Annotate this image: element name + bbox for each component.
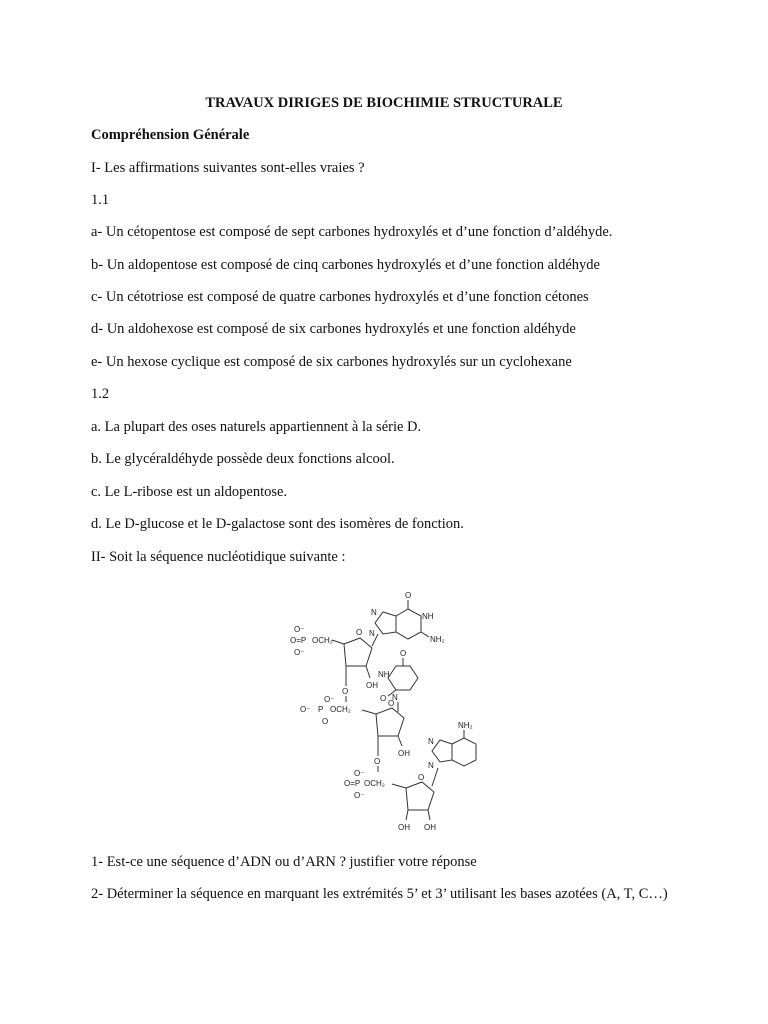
uracil-base-drawing: [378, 649, 418, 703]
adenine-nh2-label: NH₂: [458, 721, 473, 730]
part2-question-2: 2- Déterminer la séquence en marquant les extrémités 5’ et 3’ utilisant les bases azotées (A, T, C…): [91, 886, 668, 902]
p3-o-eq-p-label: O=P: [344, 779, 361, 788]
section-heading: Compréhension Générale: [91, 127, 250, 143]
uracil-hn-label: NH: [378, 670, 390, 679]
statement-1-2-d: d. Le D-glucose et le D-galactose sont des isomères de fonction.: [91, 516, 464, 532]
p1-o-minus-bottom: O⁻: [294, 648, 305, 657]
guanine-n9-label: N: [369, 629, 375, 638]
guanine-base-drawing: [369, 591, 445, 644]
sugar-1-drawing: [290, 625, 378, 696]
p1-och2-label: OCH₂: [312, 636, 333, 645]
linker-o-2: O: [374, 757, 381, 766]
guanine-n7-label: N: [371, 608, 377, 617]
p1-o-eq-p-label: O=P: [290, 636, 307, 645]
p3-och2-label: OCH₂: [364, 779, 385, 788]
sugar1-ring-oxygen: O: [356, 628, 363, 637]
uracil-o-top-label: O: [400, 649, 407, 658]
sugar3-oh-3-label: OH: [424, 823, 436, 832]
uracil-o-bottom-label: O: [380, 694, 387, 703]
sugar1-oh-label: OH: [366, 681, 378, 690]
statement-1-1-d: d- Un aldohexose est composé de six carbones hydroxylés et une fonction aldéhyde: [91, 321, 576, 337]
part2-question-1: 1- Est-ce une séquence d’ADN ou d’ARN ? justifier votre réponse: [91, 854, 477, 870]
p2-o-bottom: O: [322, 717, 329, 726]
statement-1-1-a: a- Un cétopentose est composé de sept carbones hydroxylés et d’une fonction d’aldéhyde.: [91, 224, 613, 240]
adenine-base-drawing: [428, 721, 476, 770]
p2-o-minus-left: O⁻: [300, 705, 311, 714]
guanine-oxygen-label: O: [405, 591, 412, 600]
sugar3-oh-2-label: OH: [398, 823, 410, 832]
question-number-1-1: 1.1: [91, 192, 110, 208]
linker-o-1: O: [342, 687, 349, 696]
sugar-2-drawing: [300, 695, 410, 766]
sugar2-ring-oxygen: O: [388, 699, 395, 708]
guanine-nh-label: NH: [422, 612, 434, 621]
statement-1-1-b: b- Un aldopentose est composé de cinq carbones hydroxylés et d’une fonction aldéhyde: [91, 257, 600, 273]
part2-heading: II- Soit la séquence nucléotidique suivante :: [91, 549, 346, 565]
statement-1-2-c: c. Le L-ribose est un aldopentose.: [91, 484, 288, 500]
part1-heading: I- Les affirmations suivantes sont-elles vraies ?: [91, 160, 365, 176]
p2-p-label: P: [318, 705, 324, 714]
question-number-1-2: 1.2: [91, 386, 110, 402]
p3-o-minus-top: O⁻: [354, 769, 365, 778]
p2-och2-label: OCH₂: [330, 705, 351, 714]
sugar-3-drawing: [344, 766, 438, 832]
guanine-nh2-label: NH₂: [430, 635, 445, 644]
uracil-n1-label: N: [392, 693, 398, 702]
p2-o-minus-top: O⁻: [324, 695, 335, 704]
p3-o-minus-bottom: O⁻: [354, 791, 365, 800]
sugar2-oh-label: OH: [398, 749, 410, 758]
statement-1-2-a: a. La plupart des oses naturels appartiennent à la série D.: [91, 419, 422, 435]
statement-1-1-e: e- Un hexose cyclique est composé de six carbones hydroxylés sur un cyclohexane: [91, 354, 572, 370]
trinucleotide-structure-figure: [288, 588, 478, 836]
adenine-n7-label: N: [428, 737, 434, 746]
p1-o-minus-top: O⁻: [294, 625, 305, 634]
sugar3-ring-oxygen: O: [418, 773, 425, 782]
statement-1-1-c: c- Un cétotriose est composé de quatre carbones hydroxylés et d’une fonction cétones: [91, 289, 589, 305]
document-title: TRAVAUX DIRIGES DE BIOCHIMIE STRUCTURALE: [205, 95, 563, 111]
statement-1-2-b: b. Le glycéraldéhyde possède deux fonctions alcool.: [91, 451, 395, 467]
adenine-n9-label: N: [428, 761, 434, 770]
